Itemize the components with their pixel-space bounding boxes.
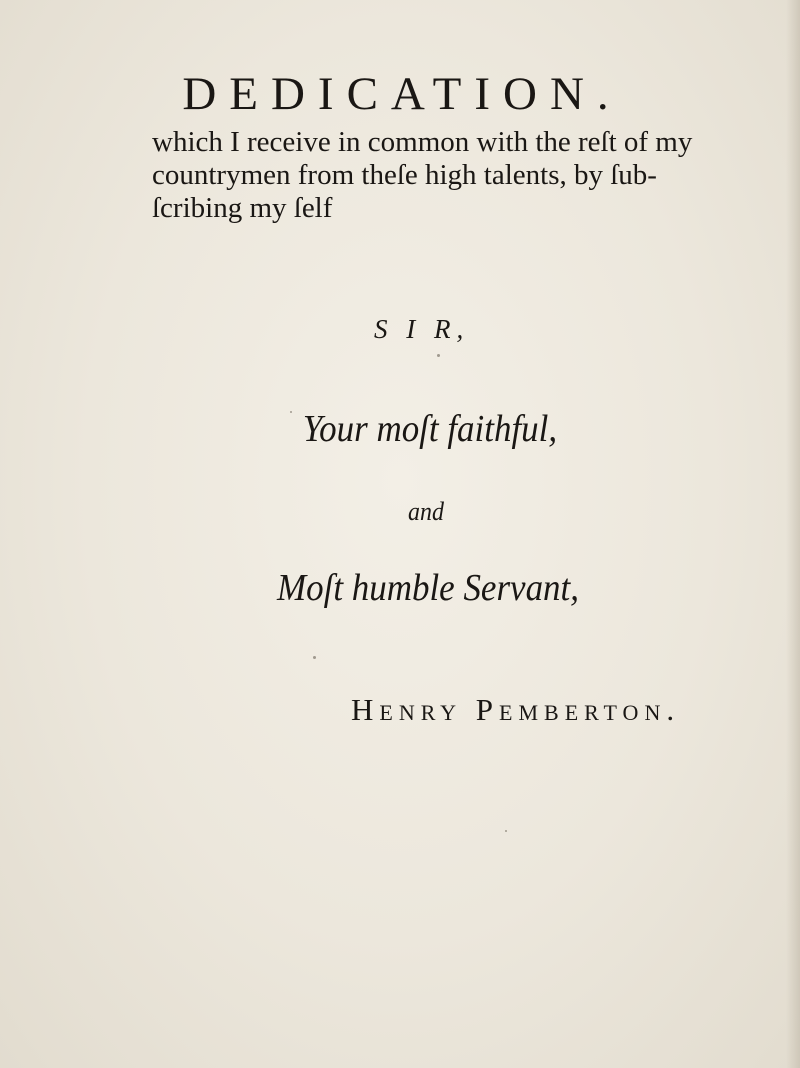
page-edge-shadow xyxy=(786,0,800,1068)
dedication-body xyxy=(152,126,732,225)
closing-line-2: and xyxy=(408,497,444,526)
body-line: ſcribing my ſelf xyxy=(152,192,333,224)
signature: Henry Pemberton. xyxy=(351,692,681,727)
paper-speck xyxy=(313,656,316,659)
body-line: which I receive in common with the reſt of my xyxy=(152,126,693,158)
paper-speck xyxy=(437,354,440,357)
closing-line-1: Your moſt faithful, xyxy=(302,408,558,450)
body-line: countrymen from theſe high talents, by ſub- xyxy=(152,159,657,191)
salutation: S I R, xyxy=(374,314,470,344)
paper-speck xyxy=(505,830,507,832)
closing-line-3: Moſt humble Servant, xyxy=(277,567,579,609)
page-heading: DEDICATION. xyxy=(182,68,622,120)
paper-speck xyxy=(290,411,292,413)
